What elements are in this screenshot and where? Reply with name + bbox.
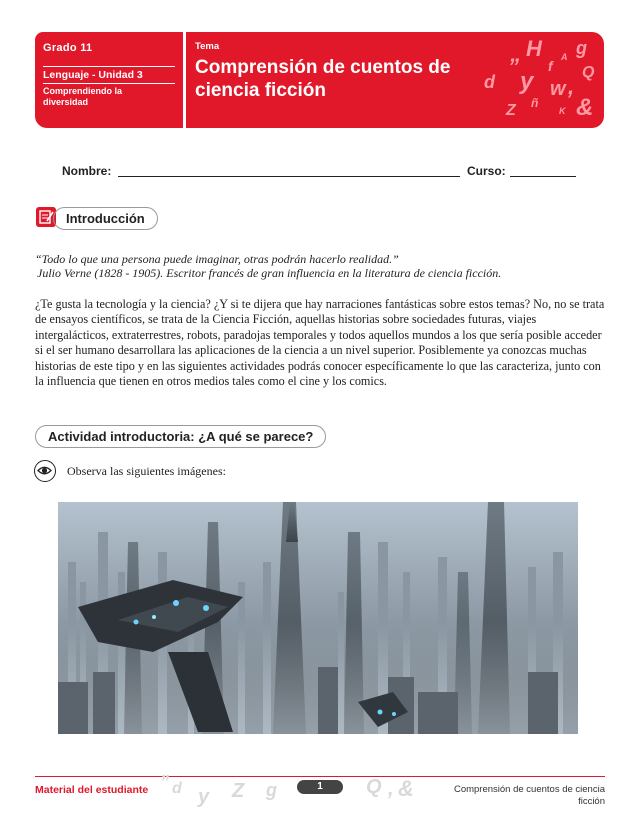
deco-letter: , bbox=[388, 778, 394, 800]
footer-divider bbox=[35, 776, 605, 777]
quote-block bbox=[35, 252, 605, 280]
deco-letter: ” bbox=[508, 54, 519, 79]
deco-letter: y bbox=[520, 68, 534, 95]
deco-letter: & bbox=[576, 94, 594, 121]
deco-letter: f bbox=[548, 58, 553, 74]
grade-label: Grado 11 bbox=[43, 42, 93, 54]
quote-attribution: Julio Verne (1828 - 1905). Escritor francés de gran influencia en la literatura de ciencia ficción. bbox=[37, 266, 502, 280]
topic-panel bbox=[186, 32, 604, 128]
deco-letter: Q bbox=[366, 776, 382, 798]
deco-letter: w bbox=[550, 78, 566, 100]
intro-heading: Introducción bbox=[53, 207, 158, 230]
topic-label: Tema bbox=[195, 41, 220, 52]
unit-subtitle: Comprendiendo la diversidad bbox=[43, 86, 123, 107]
activity-heading: Actividad introductoria: ¿A qué se parece? bbox=[35, 425, 326, 448]
sci-fi-city-image bbox=[58, 502, 578, 734]
course-field[interactable] bbox=[510, 176, 576, 177]
intro-paragraph: ¿Te gusta la tecnología y la ciencia? ¿Y si te dijera que hay narraciones fantásticas sobre estos temas? No, no se trata de ensayos científicos, se trata de la Ciencia Ficción, aquellas historias sobre sociedades futuras, viajes intergalácticos, extraterrestres, robots, paradojas temporales y todos aquellos mundos a los que sería posible acceder si el ser humano desarrollara las aplicaciones de la ciencia a un nivel superior. Posiblemente ya conozcas muchas historias de este tipo y en las siguientes actividades podrás conocer específicamente lo que las caracteriza, junto con la influencia que tienen en otros medios tales como el cine y los comics. bbox=[35, 297, 605, 389]
deco-letter: d bbox=[172, 780, 182, 797]
deco-letter: ” bbox=[160, 772, 169, 792]
deco-letter: & bbox=[398, 776, 414, 801]
deco-letter: , bbox=[568, 74, 575, 99]
quote-text: “Todo lo que una persona puede imaginar, otras podrán hacerlo realidad.” bbox=[35, 252, 399, 266]
deco-letter: Z bbox=[506, 102, 516, 119]
course-label: Curso: bbox=[467, 164, 506, 178]
instruction-text: Observa las siguientes imágenes: bbox=[67, 464, 226, 478]
deco-letter: g bbox=[266, 780, 277, 800]
footer-topic: Comprensión de cuentos de ciencia ficción bbox=[453, 784, 605, 807]
deco-letter: g bbox=[576, 38, 587, 58]
name-label: Nombre: bbox=[62, 164, 112, 178]
eye-icon bbox=[34, 460, 56, 482]
footer-material-label: Material del estudiante bbox=[35, 784, 149, 796]
deco-letter: ñ bbox=[531, 96, 539, 110]
deco-letter: y bbox=[198, 786, 210, 808]
name-field[interactable] bbox=[118, 176, 460, 177]
page-title: Comprensión de cuentos de ciencia ficción bbox=[195, 57, 451, 101]
deco-letter: Q bbox=[582, 64, 595, 81]
deco-letter: H bbox=[526, 36, 542, 61]
deco-letter: Z bbox=[232, 780, 245, 802]
deco-letter: K bbox=[559, 106, 566, 116]
page-number-badge: 1 bbox=[297, 780, 343, 794]
grade-panel bbox=[35, 32, 183, 128]
deco-letter: d bbox=[484, 72, 495, 92]
deco-letter: A bbox=[561, 52, 568, 62]
unit-label: Lenguaje - Unidad 3 bbox=[43, 66, 175, 84]
